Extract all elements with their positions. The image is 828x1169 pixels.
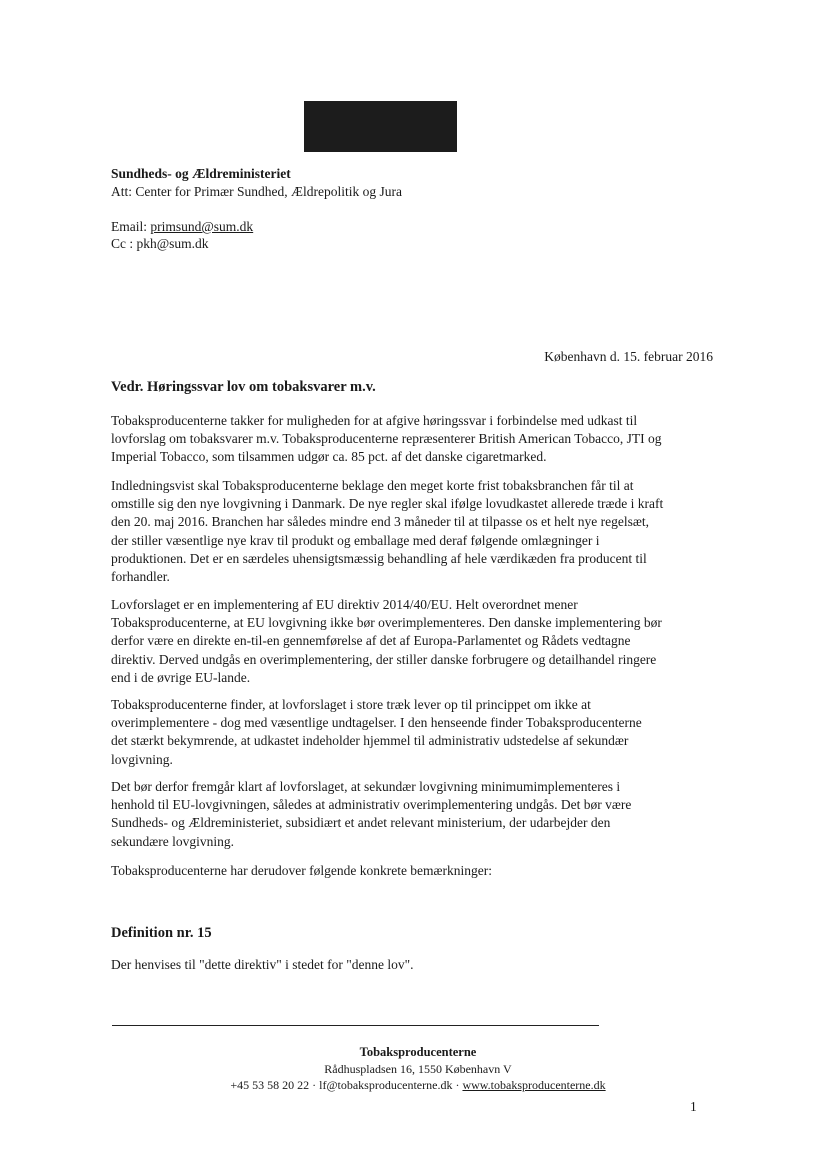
paragraph-line: Tobaksproducenterne, at EU lovgivning ikke bør overimplementeres. Den danske implementering bør <box>111 615 662 631</box>
paragraph-line: Sundheds- og Ældreministeriet, subsidiært et andet relevant ministerium, der udarbejder den <box>111 815 611 831</box>
recipient-attention: Att: Center for Primær Sundhed, Ældrepolitik og Jura <box>111 184 402 199</box>
paragraph-line: forhandler. <box>111 569 170 585</box>
paragraph-line: henhold til EU-lovgivningen, således at administrativ overimplementering undgås. Det bør være <box>111 797 632 813</box>
footer-divider <box>112 1025 599 1026</box>
paragraph-line: det stærkt bekymrende, at udkastet indeholder hjemmel til administrativ udstedelse af sekundær <box>111 733 629 749</box>
subject-heading: Vedr. Høringssvar lov om tobaksvarer m.v. <box>111 379 376 395</box>
recipient-name: Sundheds- og Ældreministeriet <box>111 166 291 181</box>
footer-contact: +45 53 58 20 22 · lf@tobaksproducenterne.dk · <box>230 1078 463 1092</box>
email-line <box>111 219 253 235</box>
paragraph-line: Tobaksproducenterne takker for muligheden for at afgive høringssvar i forbindelse med udkast til <box>111 413 638 428</box>
paragraph-line: Tobaksproducenterne finder, at lovforslaget i store træk lever op til princippet om ikke at <box>111 697 591 712</box>
paragraph-6 <box>111 862 717 880</box>
paragraph-line: produktionen. Det er en særdeles uhensigtsmæssig behandling af hele værdikæden fra producent til <box>111 550 647 566</box>
paragraph-5 <box>111 778 717 851</box>
date-line: København d. 15. februar 2016 <box>544 349 713 364</box>
email-link[interactable]: primsund@sum.dk <box>150 219 254 234</box>
email-label: Email: <box>111 219 147 234</box>
paragraph-3 <box>111 596 717 687</box>
cc-line: Cc : pkh@sum.dk <box>111 236 209 251</box>
paragraph-line: sekundære lovgivning. <box>111 833 234 849</box>
section-text: Der henvises til "dette direktiv" i stedet for "denne lov". <box>111 957 414 972</box>
paragraph-2 <box>111 477 717 586</box>
paragraph-line: Imperial Tobacco, som tilsammen udgør ca. 85 pct. af det danske cigaretmarked. <box>111 449 547 465</box>
paragraph-line: overimplementere - dog med væsentlige undtagelser. I den henseende finder Tobaksproducenterne <box>111 715 642 731</box>
paragraph-line: Lovforslaget er en implementering af EU direktiv 2014/40/EU. Helt overordnet mener <box>111 597 578 612</box>
footer-website-link[interactable]: www.tobaksproducenterne.dk <box>462 1078 606 1092</box>
paragraph-line: Tobaksproducenterne har derudover følgende konkrete bemærkninger: <box>111 863 493 878</box>
footer-contact-line <box>178 1078 658 1093</box>
paragraph-line: end i de øvrige EU-lande. <box>111 669 251 685</box>
section-heading: Definition nr. 15 <box>111 925 212 941</box>
paragraph-line: lovforslag om tobaksvarer m.v. Tobaksproducenterne repræsenterer British American Tobacco, JTI og <box>111 431 662 447</box>
paragraph-line: der stiller væsentlige nye krav til produkt og emballage med deraf følgende omlægninger i <box>111 532 600 548</box>
footer-org: Tobaksproducenterne <box>359 1045 477 1059</box>
paragraph-line: derfor være en direkte en-til-en gennemførelse af det af Europa-Parlamentet og Rådets vedtagne <box>111 633 631 649</box>
paragraph-line: Indledningsvist skal Tobaksproducenterne beklage den meget korte frist tobaksbranchen får til at <box>111 478 634 493</box>
footer-address: Rådhuspladsen 16, 1550 København V <box>324 1062 512 1076</box>
paragraph-line: Det bør derfor fremgår klart af lovforslaget, at sekundær lovgivning minimumimplementeres i <box>111 779 621 794</box>
paragraph-line: den 20. maj 2016. Branchen har således mindre end 3 måneder til at tilpasse os et helt nye regelsæt, <box>111 514 649 530</box>
paragraph-line: omstille sig den nye lovgivning i Danmark. De nye regler skal ifølge lovudkastet allerede træde i kraft <box>111 496 664 512</box>
paragraph-line: direktiv. Derved undgås en overimplementering, der stiller danske forbrugere og detailhandel ringere <box>111 651 657 667</box>
paragraph-1 <box>111 412 717 467</box>
paragraph-4 <box>111 696 717 769</box>
page-number: 1 <box>690 1099 697 1114</box>
paragraph-line: lovgivning. <box>111 751 173 767</box>
redacted-logo <box>304 101 457 152</box>
